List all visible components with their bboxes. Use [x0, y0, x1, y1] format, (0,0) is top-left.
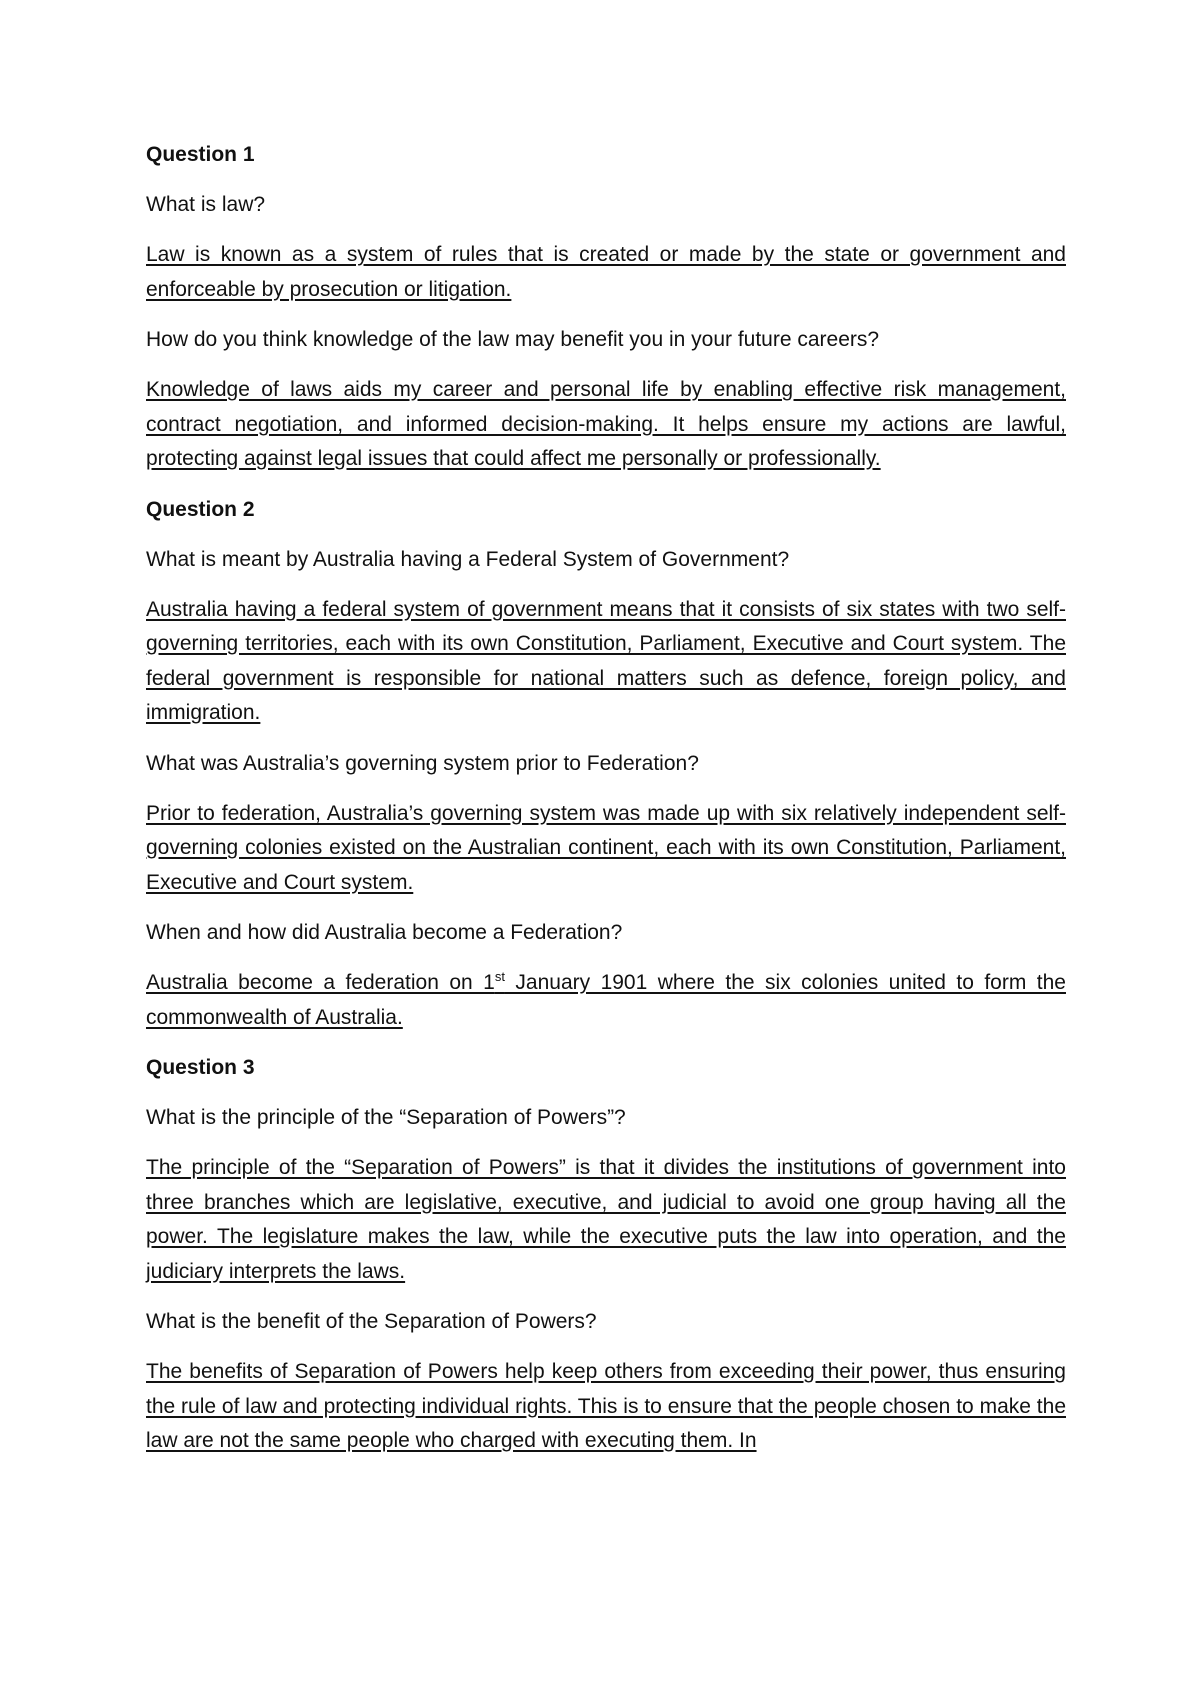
question-3-prompt-separation-principle: What is the principle of the “Separation of Powers”? [146, 1106, 626, 1129]
answer-text-part: Australia become a federation on 1 [146, 971, 495, 994]
question-2-prompt-federal-system: What is meant by Australia having a Federal System of Government? [146, 547, 790, 571]
question-2-answer-when-federation [146, 966, 1066, 1035]
question-3-answer-separation-principle: The principle of the “Separation of Powers” is that it divides the institutions of government into three branches which are legislative, executive, and judicial to avoid one group having all the power. The legislature makes the law, while the executive puts the law into operation, and the judiciary interprets the laws. [146, 1156, 1066, 1283]
question-1-prompt-what-is-law: What is law? [146, 193, 266, 216]
question-2-prompt-when-federation: When and how did Australia become a Federation? [146, 921, 623, 944]
question-3-heading: Question 3 [146, 1056, 255, 1079]
question-2-answer-federal-system: Australia having a federal system of government means that it consists of six states with two self-governing territories, each with its own Constitution, Parliament, Executive and Court system. The federal government is responsible for national matters such as defence, foreign policy, and immigration. [146, 597, 1066, 724]
question-1-answer-career-benefit: Knowledge of laws aids my career and personal life by enabling effective risk management, contract negotiation, and informed decision-making. It helps ensure my actions are lawful, protecting against legal issues that could affect me personally or professionally. [146, 378, 1066, 470]
question-1-heading: Question 1 [146, 143, 255, 166]
question-1-prompt-career-benefit: How do you think knowledge of the law may benefit you in your future careers? [146, 328, 880, 351]
document-page [146, 138, 1066, 1475]
question-1-answer-what-is-law: Law is known as a system of rules that is created or made by the state or government and enforceable by prosecution or litigation. [146, 243, 1066, 301]
answer-text-part: January 1901 where the six colonies united to form the commonwealth of Australia. [146, 971, 1066, 1029]
question-3-answer-separation-benefit: The benefits of Separation of Powers help keep others from exceeding their power, thus ensuring the rule of law and protecting individual rights. This is to ensure that the people chosen to make the law are not the same people who charged with executing them. In [146, 1360, 1066, 1452]
question-2-answer-prior-system: Prior to federation, Australia’s governing system was made up with six relatively independent self-governing colonies existed on the Australian continent, each with its own Constitution, Parliament, Executive and Court system. [146, 801, 1066, 894]
ordinal-superscript: st [494, 969, 505, 984]
question-2-heading: Question 2 [146, 497, 255, 521]
question-2-prompt-prior-system: What was Australia’s governing system prior to Federation? [146, 751, 699, 775]
question-3-prompt-separation-benefit: What is the benefit of the Separation of Powers? [146, 1310, 597, 1333]
